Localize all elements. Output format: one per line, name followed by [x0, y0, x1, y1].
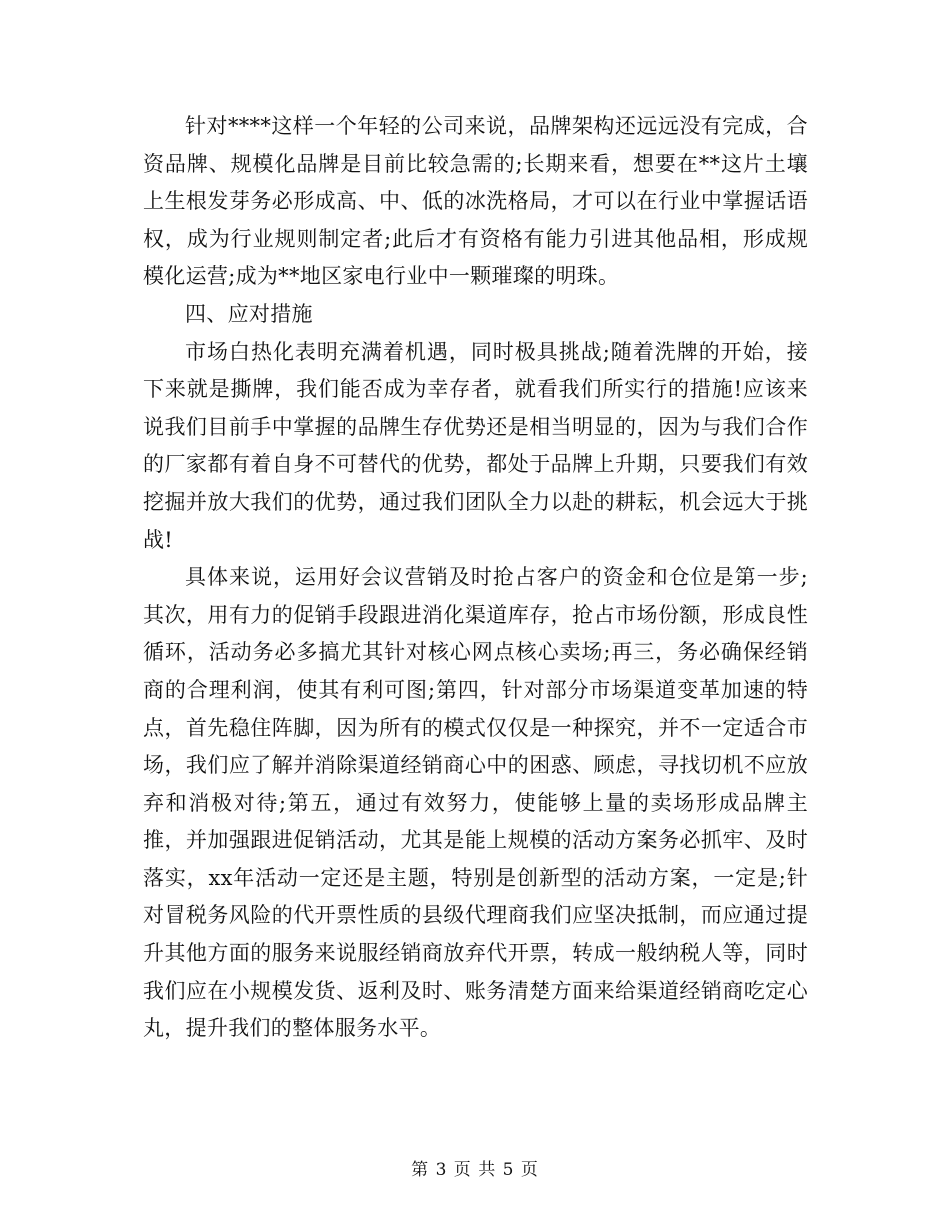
paragraph-specific-measures: 具体来说，运用好会议营销及时抢占客户的资金和仓位是第一步;其次，用有力的促销手段跟进消化渠道库存，抢占市场份额，形成良性循环，活动务必多搞尤其针对核心网点核心卖场;再三，务必确保经销商的合理利润，使其有利可图;第四，针对部分市场渠道变革加速的特点，首先稳住阵脚，因为所有的模式仅仅是一种探究，并不一定适合市场，我们应了解并消除渠道经销商心中的困惑、顾虑，寻找切机不应放弃和消极对待;第五，通过有效努力，使能够上量的卖场形成品牌主推，并加强跟进促销活动，尤其是能上规模的活动方案务必抓牢、及时落实，xx年活动一定还是主题，特别是创新型的活动方案，一定是;针对冒税务风险的代开票性质的县级代理商我们应坚决抵制，而应通过提升其他方面的服务来说服经销商放弃代开票，转成一般纳税人等，同时我们应在小规模发货、返利及时、账务清楚方面来给渠道经销商吃定心丸，提升我们的整体服务水平。 — [143, 565, 808, 1041]
page-number-footer: 第 3 页 共 5 页 — [411, 1160, 539, 1180]
paragraph-market-opportunity: 市场白热化表明充满着机遇，同时极具挑战;随着洗牌的开始，接下来就是撕牌，我们能否成为幸存者，就看我们所实行的措施!应该来说我们目前手中掌握的品牌生存优势还是相当明显的，因为与我们合作的厂家都有着自身不可替代的优势，都处于品牌上升期，只要我们有效挖掘并放大我们的优势，通过我们团队全力以赴的耕耘，机会远大于挑战! — [143, 339, 808, 552]
document-body — [143, 108, 808, 1048]
paragraph-brand-architecture: 针对****这样一个年轻的公司来说，品牌架构还远远没有完成，合资品牌、规模化品牌是目前比较急需的;长期来看，想要在**这片土壤上生根发芽务必形成高、中、低的冰洗格局，才可以在行业中掌握话语权，成为行业规则制定者;此后才有资格有能力引进其他品相，形成规模化运营;成为**地区家电行业中一颗璀璨的明珠。 — [143, 114, 808, 289]
section-heading-countermeasures: 四、应对措施 — [185, 301, 313, 326]
